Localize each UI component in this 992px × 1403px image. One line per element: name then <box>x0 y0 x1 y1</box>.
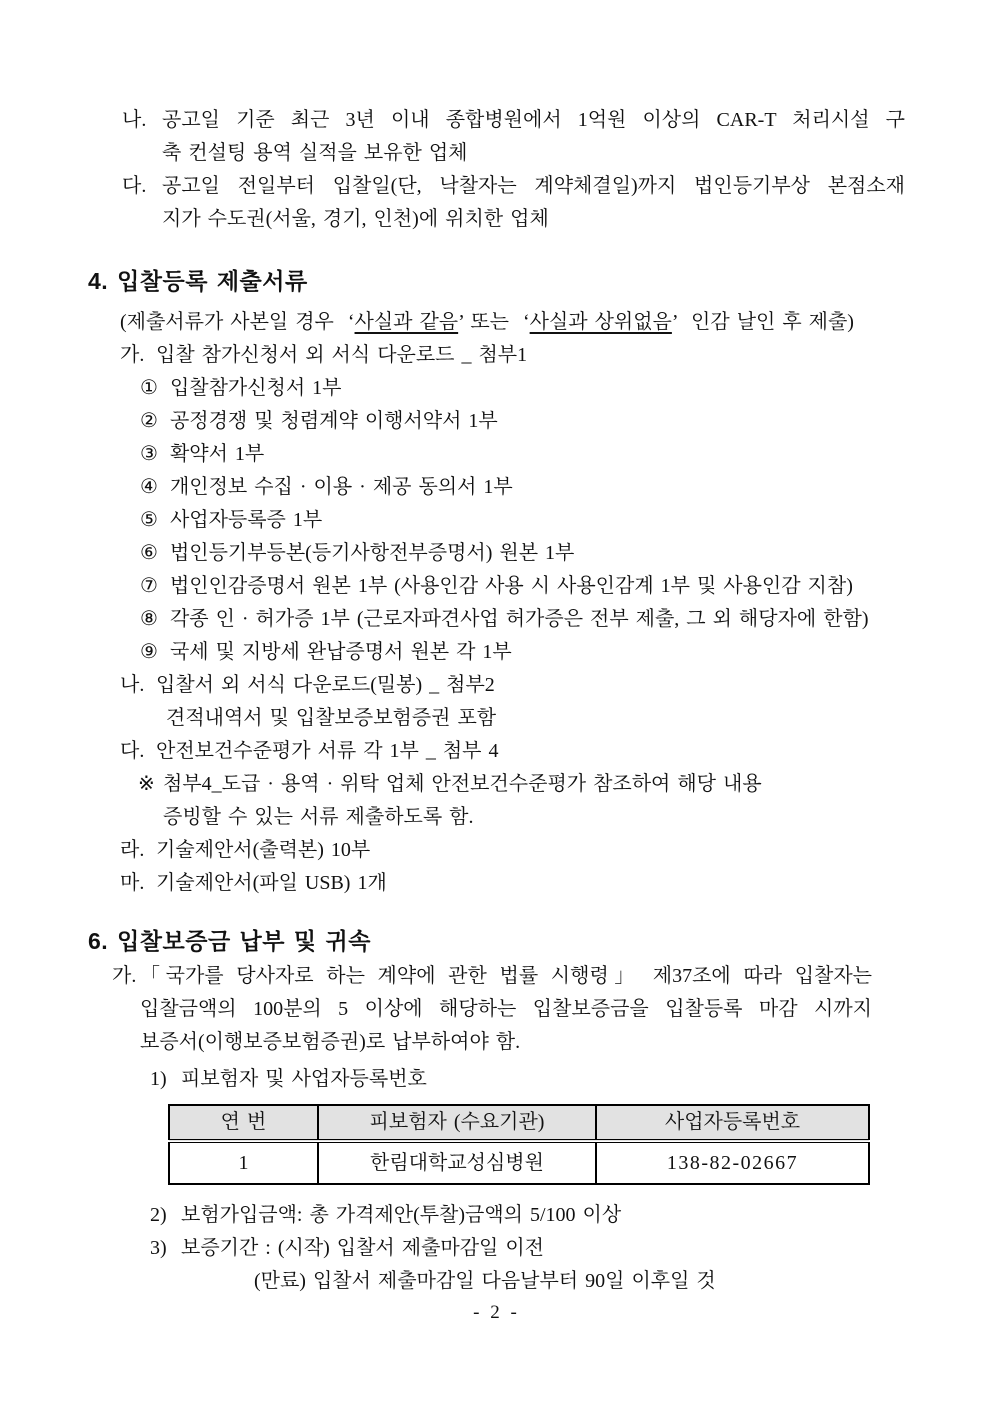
numbered-item <box>140 636 992 669</box>
numbered-item <box>140 504 992 537</box>
table-row <box>169 1141 869 1184</box>
circled-number: ⑥ <box>140 542 158 564</box>
circled-number: ⑦ <box>140 575 158 597</box>
sub-item-1 <box>150 1063 890 1096</box>
list-item-ra <box>120 834 905 867</box>
item-line: 보증기간 : (시작) 입찰서 제출마감일 이전 <box>181 1237 544 1259</box>
table-header-cell: 피보험자 (수요기관) <box>318 1105 596 1141</box>
page-number: - 2 - <box>473 1302 519 1323</box>
circled-number: ① <box>140 377 158 399</box>
item-label: 1) <box>150 1068 167 1090</box>
circled-number: ④ <box>140 476 158 498</box>
table-header-cell: 사업자등록번호 <box>596 1105 869 1141</box>
item-line: 축 컨설팅 용역 실적을 보유한 업체 <box>162 142 468 164</box>
note-segment: ’ 또는 ‘ <box>458 311 530 333</box>
numbered-item-text: 확약서 1부 <box>169 443 265 465</box>
numbered-item-text: 개인정보 수집 · 이용 · 제공 동의서 1부 <box>169 476 513 498</box>
item-text <box>140 960 872 1059</box>
item-line: 입찰 참가신청서 외 서식 다운로드 _ 첨부1 <box>156 344 528 366</box>
numbered-item <box>140 603 992 636</box>
remark-symbol: ※ <box>138 773 155 795</box>
item-line: 공고일 전일부터 입찰일(단, 낙찰자는 계약체결일)까지 법인등기부상 본점소재 <box>162 175 905 197</box>
circled-number: ③ <box>140 443 158 465</box>
item-label: 2) <box>150 1204 167 1226</box>
section-4-heading: 4. 입찰등록 제출서류 <box>88 268 308 294</box>
circled-number: ⑨ <box>140 641 158 663</box>
table-cell-serial: 1 <box>169 1141 318 1184</box>
insured-table <box>168 1104 870 1185</box>
numbered-item-text: 입찰참가신청서 1부 <box>169 377 342 399</box>
note-underlined-text: 사실과 같음 <box>354 311 459 333</box>
item-line: 안전보건수준평가 서류 각 1부 _ 첨부 4 <box>156 740 499 762</box>
item-line: (만료) 입찰서 제출마감일 다음날부터 90일 이후일 것 <box>254 1270 716 1292</box>
list-item-da <box>122 170 905 236</box>
numbered-item-text: 사업자등록증 1부 <box>169 509 323 531</box>
submission-note <box>120 306 992 339</box>
numbered-item-text: 각종 인 · 허가증 1부 (근로자파견사업 허가증은 전부 제출, 그 외 해당자에 한함) <box>169 608 869 630</box>
remark-line: 첨부4_도급 · 용역 · 위탁 업체 안전보건수준평가 참조하여 해당 내용 <box>163 773 762 795</box>
item-line: 「국가를 당사자로 하는 계약에 관한 법률 시행령」 제37조에 따라 입찰자는 <box>140 965 872 987</box>
item-line: 보증서(이행보증보험증권)로 납부하여야 함. <box>140 1031 521 1053</box>
note-segment: ’ 인감 날인 후 제출) <box>671 311 854 333</box>
remark-note <box>138 768 898 801</box>
sub-line: 견적내역서 및 입찰보증보험증권 포함 <box>166 707 497 729</box>
item-label: 나. <box>122 109 147 131</box>
sub-item-2 <box>150 1199 890 1232</box>
numbered-item-text: 법인인감증명서 원본 1부 (사용인감 사용 시 사용인감계 1부 및 사용인감 지참) <box>169 575 853 597</box>
item-line: 입찰금액의 100분의 5 이상에 해당하는 입찰보증금을 입찰등록 마감 시까지 <box>140 998 872 1020</box>
table-cell-registration-number: 138-82-02667 <box>596 1141 869 1184</box>
item-line: 공고일 기준 최근 3년 이내 종합병원에서 1억원 이상의 CAR-T 처리시설 구 <box>162 109 905 131</box>
item-line: 입찰서 외 서식 다운로드(밀봉) _ 첨부2 <box>156 674 495 696</box>
intro-list <box>0 104 992 236</box>
numbered-item <box>140 372 992 405</box>
circled-number: ⑤ <box>140 509 158 531</box>
numbered-list <box>0 372 992 669</box>
insured-table-wrap <box>168 1104 992 1185</box>
item-text <box>162 104 905 170</box>
item-line: 보험가입금액: 총 가격제안(투찰)금액의 5/100 이상 <box>181 1204 622 1226</box>
numbered-item <box>140 570 992 603</box>
numbered-item-text: 공정경쟁 및 청렴계약 이행서약서 1부 <box>169 410 498 432</box>
item-line: 기술제안서(파일 USB) 1개 <box>156 872 387 894</box>
item-label: 다. <box>122 175 147 197</box>
item-label: 나. <box>120 674 145 696</box>
list-item-ga <box>120 339 905 372</box>
numbered-item-text: 법인등기부등본(등기사항전부증명서) 원본 1부 <box>169 542 575 564</box>
circled-number: ⑧ <box>140 608 158 630</box>
list-item-na <box>122 104 905 170</box>
remark-line: 증빙할 수 있는 서류 제출하도록 함. <box>163 806 474 828</box>
table-cell-insured: 한림대학교성심병원 <box>318 1141 596 1184</box>
item-line: 피보험자 및 사업자등록번호 <box>181 1068 427 1090</box>
item-line: 지가 수도권(서울, 경기, 인천)에 위치한 업체 <box>162 208 549 230</box>
table-header-cell: 연 번 <box>169 1105 318 1141</box>
table-header-row <box>169 1105 869 1141</box>
item-label: 가. <box>112 965 137 987</box>
numbered-item <box>140 438 992 471</box>
item-label: 가. <box>120 344 145 366</box>
numbered-item <box>140 537 992 570</box>
note-underlined-text: 사실과 상위없음 <box>529 311 672 333</box>
item-label: 3) <box>150 1237 167 1259</box>
list-item-na2 <box>120 669 905 702</box>
item-label: 마. <box>120 872 145 894</box>
numbered-item <box>140 405 992 438</box>
item-text <box>162 170 905 236</box>
list-item-ga6 <box>112 960 872 1059</box>
item-label: 라. <box>120 839 145 861</box>
item-label: 다. <box>120 740 145 762</box>
numbered-item-text: 국세 및 지방세 완납증명서 원본 각 1부 <box>169 641 512 663</box>
circled-number: ② <box>140 410 158 432</box>
section-6-heading: 6. 입찰보증금 납부 및 귀속 <box>88 928 371 954</box>
note-segment: (제출서류가 사본일 경우 ‘ <box>120 311 355 333</box>
item-text <box>181 1232 890 1298</box>
list-item-ma <box>120 867 905 900</box>
sub-item-3 <box>150 1232 890 1298</box>
numbered-item <box>140 471 992 504</box>
list-item-da2 <box>120 735 905 768</box>
item-line: 기술제안서(출력본) 10부 <box>156 839 371 861</box>
